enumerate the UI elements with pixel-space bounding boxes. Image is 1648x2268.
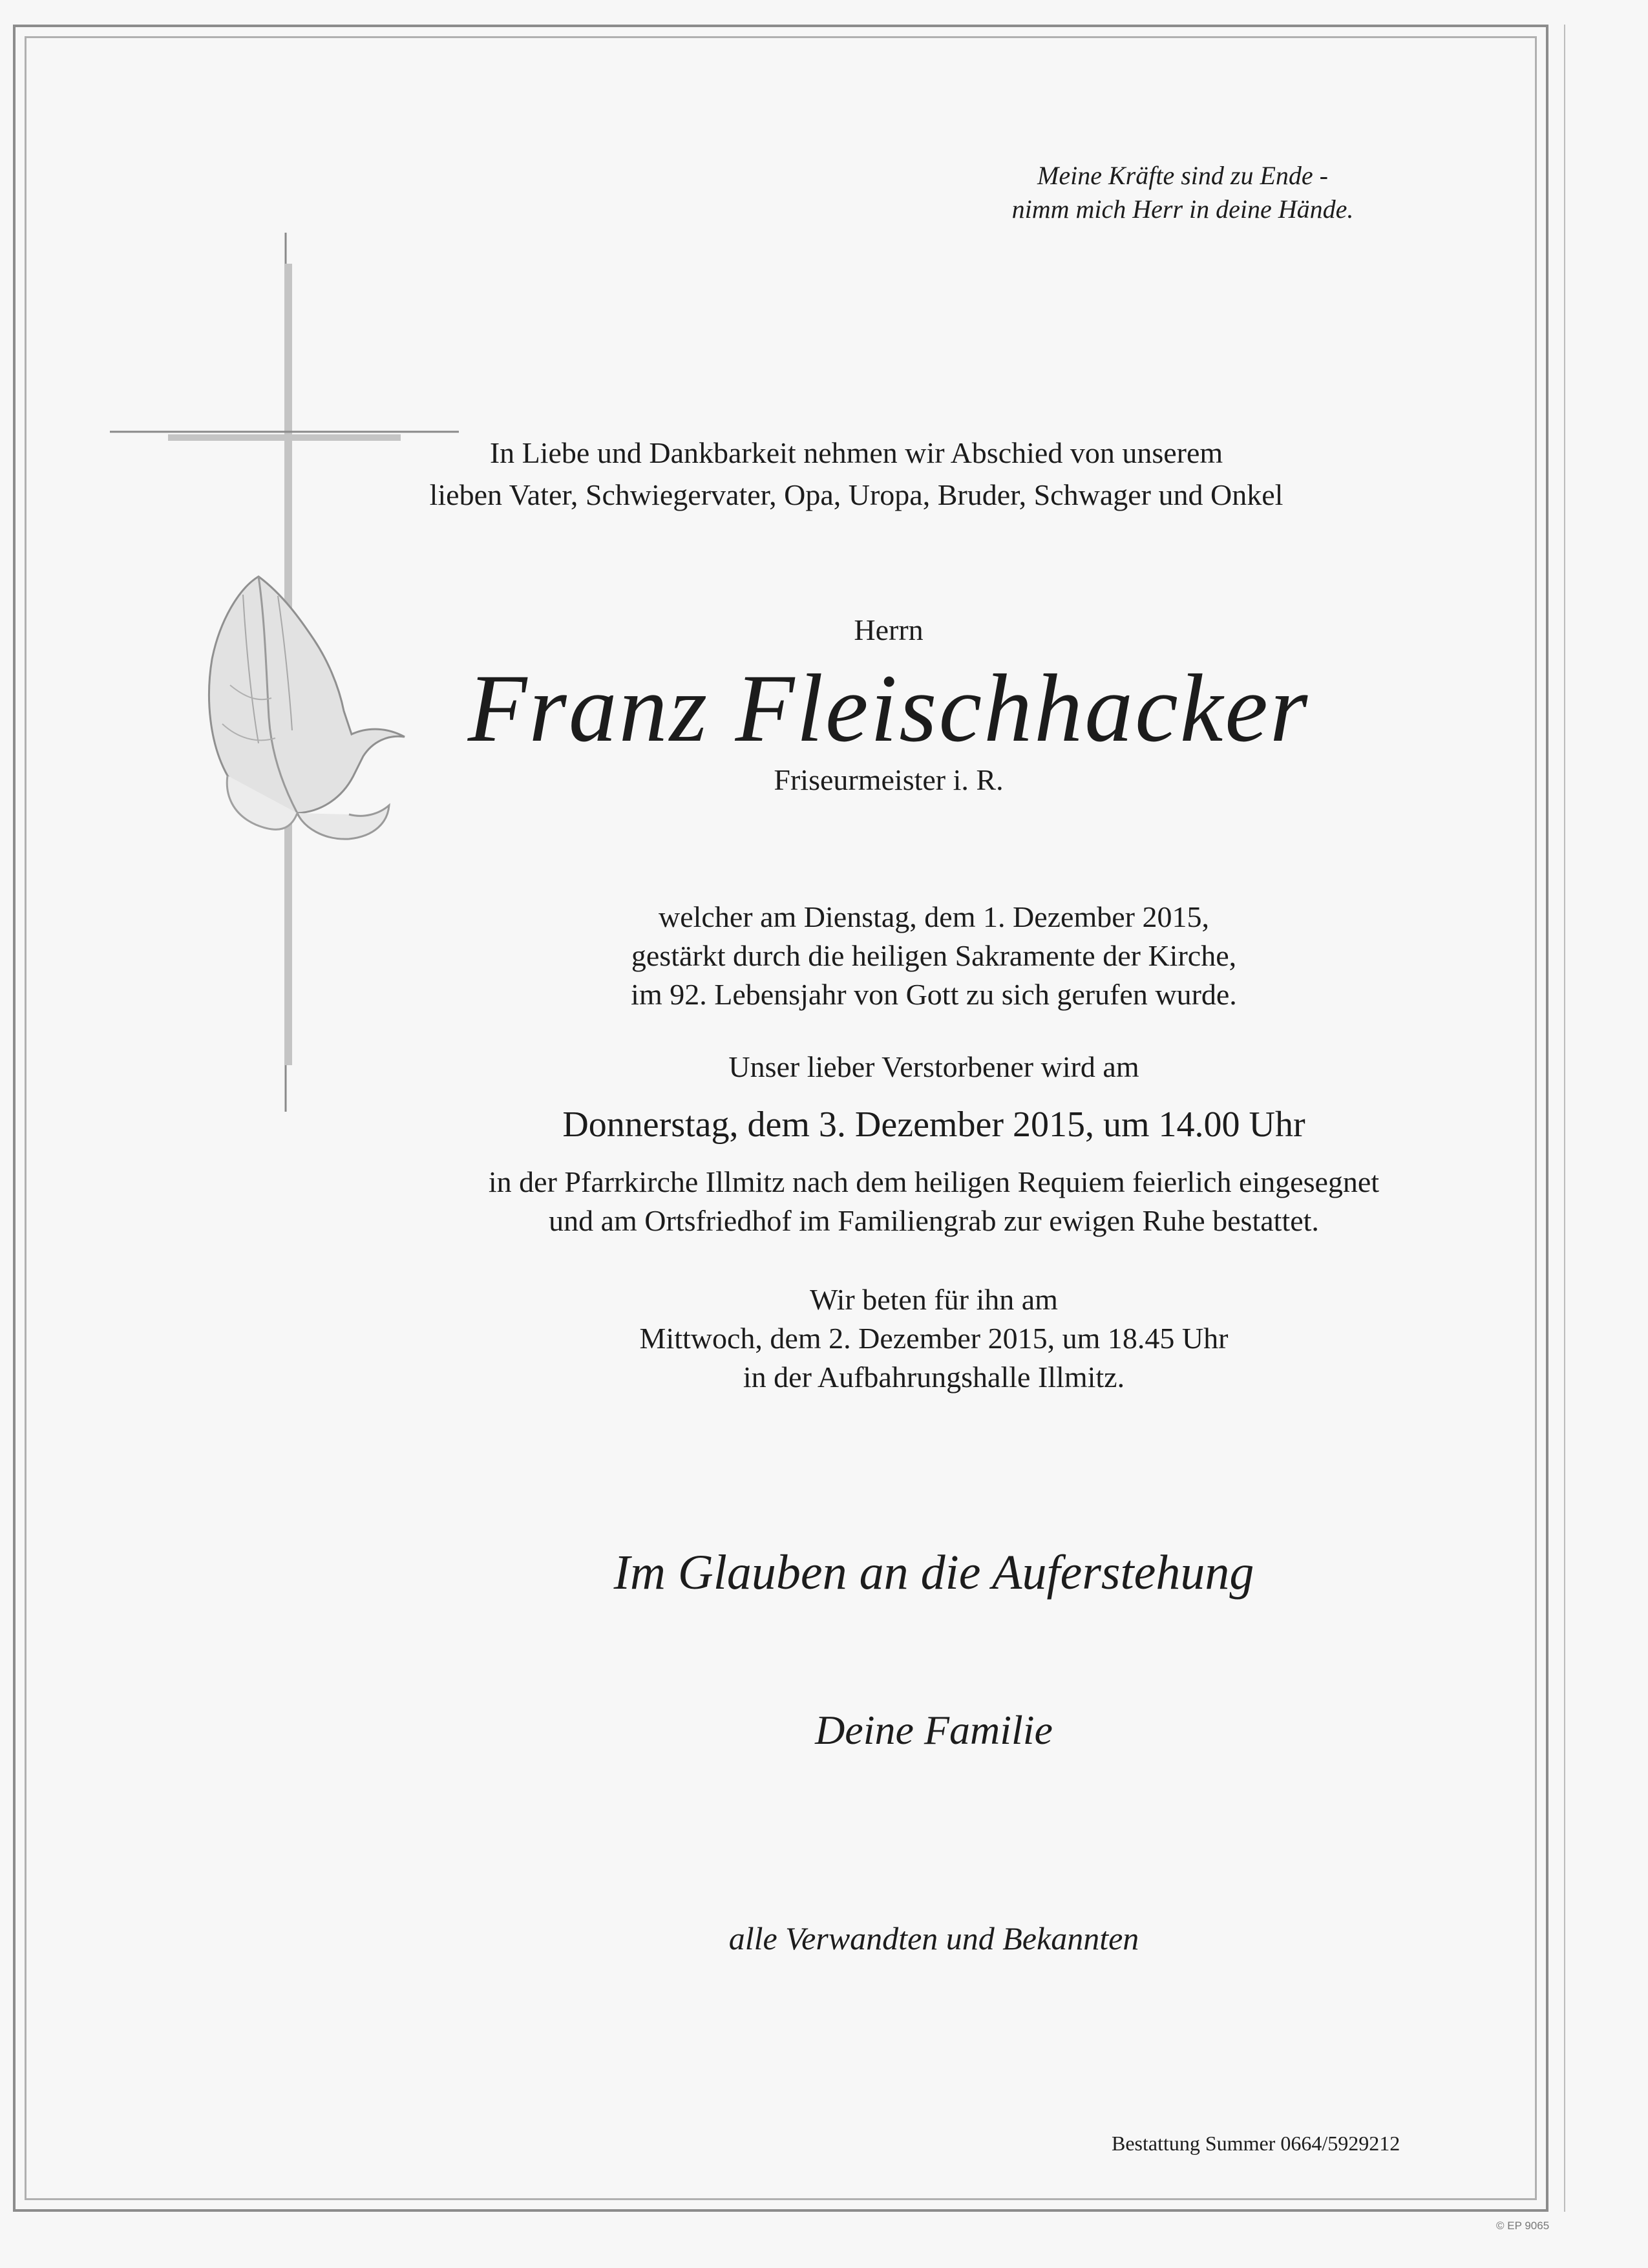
- family-signature: Deine Familie: [815, 1707, 1053, 1753]
- funeral-intro: Unser lieber Verstorbener wird am: [728, 1050, 1139, 1083]
- motto-line-1: Meine Kräfte sind zu Ende -: [1037, 161, 1328, 190]
- prayer-line-3: in der Aufbahrungshalle Illmitz.: [743, 1361, 1125, 1394]
- funeral-date: Donnerstag, dem 3. Dezember 2015, um 14.00 Uhr: [562, 1105, 1305, 1145]
- motto-line-2: nimm mich Herr in deine Hände.: [1011, 195, 1354, 224]
- death-line-3: im 92. Lebensjahr von Gott zu sich gerufen wurde.: [631, 978, 1237, 1011]
- funeral-line-1: in der Pfarrkirche Illmitz nach dem heiligen Requiem feierlich eingesegnet: [488, 1165, 1380, 1198]
- prayer-line-1: Wir beten für ihn am: [810, 1283, 1058, 1316]
- salutation: Herrn: [854, 613, 924, 646]
- deceased-name: Franz Fleischhacker: [467, 655, 1310, 762]
- prayer-line-2: Mittwoch, dem 2. Dezember 2015, um 18.45 Uhr: [639, 1322, 1229, 1355]
- intro-line-2: lieben Vater, Schwiegervater, Opa, Uropa, Bruder, Schwager und Onkel: [429, 478, 1284, 511]
- undertaker-contact: Bestattung Summer 0664/5929212: [1112, 2132, 1400, 2155]
- print-code: © EP 9065: [1496, 2220, 1550, 2232]
- death-line-2: gestärkt durch die heiligen Sakramente der Kirche,: [631, 939, 1237, 972]
- funeral-line-2: und am Ortsfriedhof im Familiengrab zur ewigen Ruhe bestattet.: [549, 1204, 1319, 1237]
- intro-line-1: In Liebe und Dankbarkeit nehmen wir Abschied von unserem: [489, 436, 1223, 469]
- faith-line: Im Glauben an die Auferstehung: [613, 1545, 1254, 1600]
- deceased-title: Friseurmeister i. R.: [774, 763, 1004, 796]
- death-line-1: welcher am Dienstag, dem 1. Dezember 2015,: [659, 900, 1209, 933]
- relatives-line: alle Verwandten und Bekannten: [728, 1920, 1139, 1956]
